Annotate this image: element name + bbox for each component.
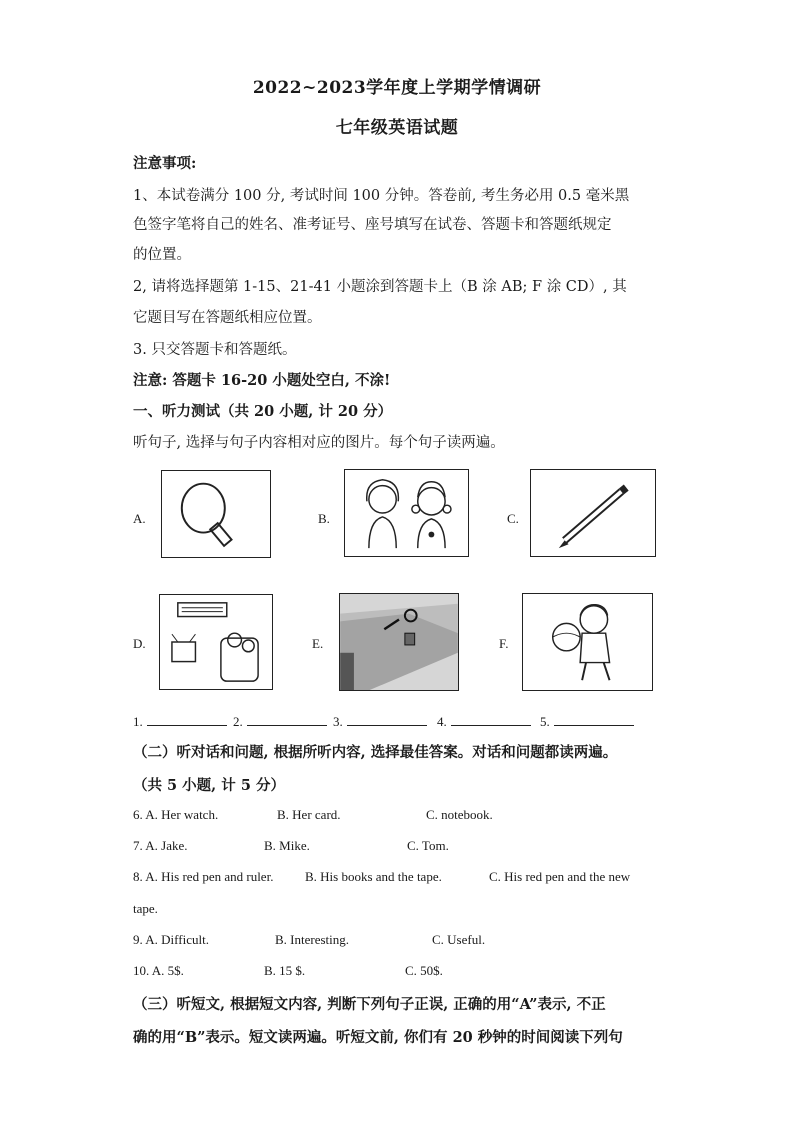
answer-blank[interactable]: 3. (333, 713, 427, 730)
section3-line: （三）听短文, 根据短文内容, 判断下列句子正误, 正确的用“A”表示, 不正 (133, 996, 606, 1013)
answer-blank[interactable]: 4. (437, 713, 531, 730)
picture-label: A. (133, 511, 146, 526)
question-option: C. 50$. (405, 963, 443, 978)
question-option: B. 15 $. (264, 963, 306, 978)
notes-warning: 注意: 答题卡 16-20 小题处空白, 不涂! (133, 372, 391, 389)
picture-label: F. (499, 636, 509, 651)
section3-line: 确的用“B”表示。短文读两遍。听短文前, 你们有 20 秒钟的时间阅读下列句 (133, 1029, 623, 1046)
question-option: 10. A. 5$. (133, 963, 184, 978)
page-title: 2022~2023学年度上学期学情调研 (252, 78, 542, 98)
section1-instruction: 听句子, 选择与句子内容相对应的图片。每个句子读两遍。 (133, 435, 505, 451)
notes-line: 它题目写在答题纸相应位置。 (133, 310, 322, 326)
question-option: C. Tom. (407, 838, 449, 853)
notes-line: 的位置。 (133, 247, 191, 263)
question-option: C. Useful. (432, 932, 486, 947)
answer-blank[interactable]: 5. (540, 713, 634, 730)
picture-label: B. (318, 511, 330, 526)
notes-line: 3. 只交答题卡和答题纸。 (133, 342, 297, 358)
question-option: 6. A. Her watch. (133, 807, 219, 822)
picture-label: D. (133, 636, 146, 651)
question-option: 9. A. Difficult. (133, 932, 209, 947)
section2-sub: （共 5 小题, 计 5 分） (133, 777, 285, 794)
question-option: B. Interesting. (275, 932, 350, 947)
question-option: 7. A. Jake. (133, 838, 188, 853)
tv-family-icon (159, 594, 273, 690)
question-option: B. His books and the tape. (305, 869, 442, 884)
picture-label: E. (312, 636, 324, 651)
two-girls-icon (344, 469, 469, 557)
section2-heading: （二）听对话和问题, 根据所听内容, 选择最佳答案。对话和问题都读两遍。 (133, 744, 618, 761)
page-subtitle: 七年级英语试题 (335, 118, 459, 138)
question-option: B. Her card. (277, 807, 341, 822)
notes-heading: 注意事项: (133, 155, 197, 172)
answer-blank[interactable]: 2. (233, 713, 327, 730)
question-option: C. notebook. (426, 807, 493, 822)
answer-blank[interactable]: 1. (133, 713, 227, 730)
picture-label: C. (507, 511, 519, 526)
keys-on-table-icon (339, 593, 459, 691)
section1-heading: 一、听力测试（共 20 小题, 计 20 分） (133, 403, 393, 420)
question-option: B. Mike. (264, 838, 310, 853)
boy-with-ball-icon (522, 593, 653, 691)
pencil-icon (530, 469, 656, 557)
notes-line: 1、本试卷满分 100 分, 考试时间 100 分钟。答卷前, 考生务必用 0.5 毫米黑 (133, 188, 630, 204)
question-option: C. His red pen and the new (489, 869, 631, 884)
question-option: 8. A. His red pen and ruler. (133, 869, 274, 884)
question-option-wrap: tape. (133, 901, 158, 916)
notes-line: 2, 请将选择题第 1-15、21-41 小题涂到答题卡上（B 涂 AB; F 涂 CD）, 其 (133, 279, 627, 295)
ping-pong-paddle-icon (161, 470, 271, 558)
notes-line: 色签字笔将自己的姓名、准考证号、座号填写在试卷、答题卡和答题纸规定 (133, 217, 612, 233)
